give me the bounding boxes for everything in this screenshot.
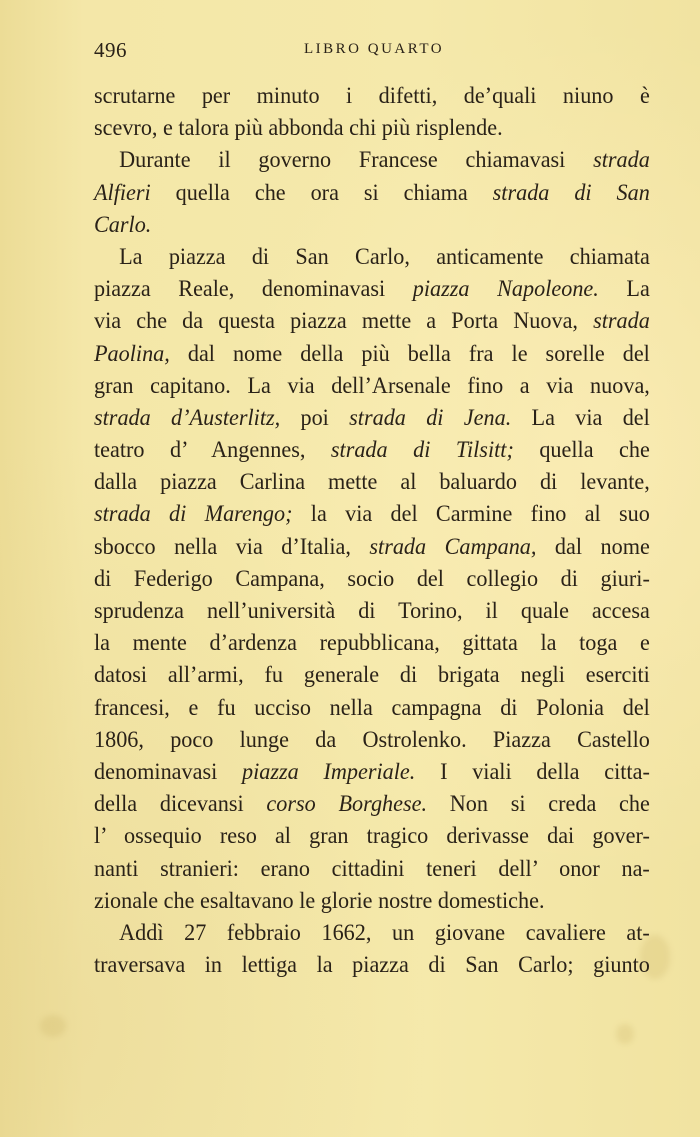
- text-line: [94, 466, 650, 498]
- italic-text: strada d’Austerlitz,: [94, 404, 281, 430]
- text-run: La piazza di San Carlo, anticamente chiamata: [119, 243, 650, 269]
- text-line: [94, 949, 650, 981]
- italic-text: strada di Marengo;: [94, 501, 293, 527]
- italic-text: strada: [593, 308, 650, 334]
- text-run: sbocco nella via d’Italia,: [94, 533, 370, 559]
- text-run: scrutarne per minuto i difetti, de’quali niuno è: [94, 83, 650, 108]
- text-line: [94, 595, 650, 627]
- italic-text: strada: [593, 147, 650, 173]
- text-line: [94, 788, 650, 820]
- text-run: nanti stranieri: erano cittadini teneri dell’ onor na-: [94, 855, 650, 881]
- paper-stain: [40, 1015, 66, 1037]
- text-run: datosi all’armi, fu generale di brigata negli eserciti: [94, 662, 650, 688]
- text-line: [94, 338, 650, 370]
- text-line: [94, 402, 650, 434]
- text-line: [94, 885, 650, 917]
- book-title: LIBRO QUARTO: [304, 41, 445, 57]
- italic-text: strada di Tilsitt;: [330, 437, 514, 463]
- text-line: [94, 112, 650, 144]
- text-line: [94, 177, 650, 209]
- text-line: [94, 917, 650, 949]
- text-run: scevro, e talora più abbonda chi più risplende.: [94, 115, 503, 141]
- italic-text: Carlo.: [94, 211, 152, 237]
- text-line: [94, 563, 650, 595]
- text-run: l’ ossequio reso al gran tragico derivasse dai gover-: [94, 823, 650, 849]
- text-run: piazza Reale, denominavasi: [94, 276, 413, 302]
- text-line: [94, 853, 650, 885]
- text-run: dal nome: [536, 533, 650, 559]
- text-line: [94, 724, 650, 756]
- italic-text: strada di San: [492, 179, 650, 205]
- text-line: [94, 80, 650, 112]
- text-line: [94, 531, 650, 563]
- italic-text: piazza Imperiale.: [242, 758, 416, 784]
- text-run: di Federigo Campana, socio del collegio di giuri-: [94, 565, 650, 591]
- text-run: Non si creda che: [427, 791, 650, 817]
- text-run: La via del: [511, 404, 650, 430]
- text-line: [94, 434, 650, 466]
- text-run: la via del Carmine fino al suo: [292, 501, 650, 527]
- text-run: Addì 27 febbraio 1662, un giovane cavaliere at-: [119, 919, 650, 945]
- text-line: [94, 209, 650, 241]
- paper-stain: [616, 1024, 634, 1044]
- text-run: denominavasi: [94, 758, 243, 784]
- text-run: gran capitano. La via dell’Arsenale fino a via nuova,: [94, 372, 650, 398]
- text-run: teatro d’ Angennes,: [94, 437, 331, 463]
- text-line: [94, 498, 650, 530]
- text-run: la mente d’ardenza repubblicana, gittata la toga e: [94, 630, 650, 656]
- text-line: [94, 756, 650, 788]
- text-run: zionale che esaltavano le glorie nostre domestiche.: [94, 887, 545, 913]
- text-run: 1806, poco lunge da Ostrolenko. Piazza Castello: [94, 726, 650, 752]
- text-line: [94, 820, 650, 852]
- text-run: dal nome della più bella fra le sorelle del: [169, 340, 650, 366]
- text-run: Durante il governo Francese chiamavasi: [119, 147, 594, 173]
- text-run: francesi, e fu ucciso nella campagna di Polonia del: [94, 694, 650, 720]
- page-number: 496: [94, 38, 127, 62]
- text-run: quella che ora si chiama: [150, 179, 493, 205]
- text-line: [94, 370, 650, 402]
- text-run: dalla piazza Carlina mette al baluardo di levante,: [94, 469, 650, 495]
- text-line: [94, 627, 650, 659]
- italic-text: Paolina,: [94, 340, 170, 366]
- text-run: quella che: [513, 437, 650, 463]
- italic-text: piazza Napoleone.: [412, 276, 599, 302]
- text-line: [94, 241, 650, 273]
- text-run: traversava in lettiga la piazza di San Carlo; giunto: [94, 952, 650, 978]
- italic-text: strada di Jena.: [349, 404, 512, 430]
- text-run: via che da questa piazza mette a Porta Nuova,: [94, 308, 594, 334]
- text-line: [94, 305, 650, 337]
- italic-text: Alfieri: [94, 179, 151, 205]
- text-run: della dicevansi: [94, 791, 267, 817]
- italic-text: corso Borghese.: [266, 791, 428, 817]
- text-line: [94, 273, 650, 305]
- text-line: [94, 144, 650, 176]
- text-line: [94, 692, 650, 724]
- text-run: I viali della citta-: [415, 758, 650, 784]
- text-run: sprudenza nell’università di Torino, il quale accesa: [94, 598, 650, 623]
- text-run: La: [598, 276, 650, 302]
- running-head: [94, 38, 654, 62]
- text-body: [94, 80, 650, 981]
- text-line: [94, 659, 650, 691]
- italic-text: strada Campana,: [369, 533, 537, 559]
- text-run: poi: [280, 404, 350, 430]
